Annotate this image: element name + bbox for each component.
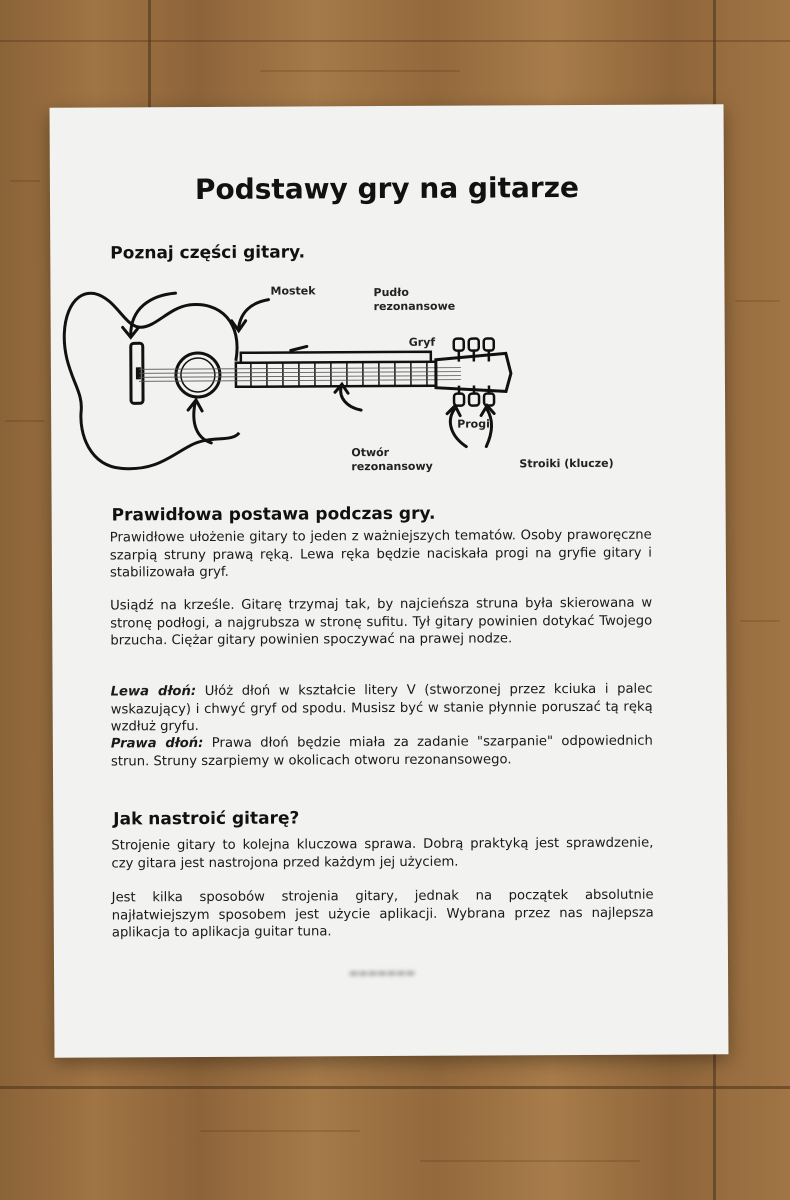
tuning-paragraph-1: Strojenie gitary to kolejna kluczowa sprawa. Dobrą praktyką jest sprawdzenie, czy gitara jest nastrojona przed każdym jej użyciem.	[111, 835, 654, 871]
right-hand-text: Prawa dłoń będzie miała za zadanie "szarpanie" odpowiednich strun. Struny szarpiemy w okolicach otworu rezonansowego.	[110, 733, 653, 769]
wood-plank-seam	[0, 40, 790, 42]
wood-grain	[200, 1130, 360, 1132]
page-title: Podstawy gry na gitarze	[194, 171, 580, 207]
label-pudlo-1: Pudło	[373, 285, 409, 300]
left-hand-paragraph	[111, 681, 653, 736]
section-heading-tuning: Jak nastroić gitarę?	[113, 808, 300, 830]
label-stroiki: Stroiki (klucze)	[519, 456, 614, 471]
label-otwor-2: rezonansowy	[351, 459, 433, 474]
wood-grain	[735, 300, 780, 302]
wood-grain	[420, 1160, 640, 1162]
left-hand-label: Lewa dłoń:	[110, 684, 197, 700]
wood-plank-seam	[0, 1086, 790, 1089]
wood-grain	[5, 420, 45, 422]
label-gryf: Gryf	[408, 335, 436, 349]
label-pudlo-2: rezonansowe	[373, 299, 456, 314]
posture-paragraph-1: Prawidłowe ułożenie gitary to jeden z ważniejszych tematów. Osoby praworęczne szarpią struny prawą ręką. Lewa ręka będzie naciskała progi na gryfie gitary i stabilizowała gryf.	[109, 527, 652, 581]
label-otwor-1: Otwór	[351, 445, 390, 460]
left-hand-text: Ułóż dłoń w kształcie litery V (stworzonej przez kciuka i palec wskazujący) i chwyć gryf od spodu. Musisz być w stanie płynnie poruszać tą ręką wzdłuż gryfu.	[110, 681, 653, 735]
section-heading-parts: Poznaj części gitary.	[110, 242, 306, 264]
paper-sheet	[50, 104, 729, 1058]
wood-grain	[10, 180, 40, 182]
blurred-footer-url: ▬▬▬▬▬▬▬	[348, 967, 416, 980]
label-progi: Progi	[457, 417, 490, 431]
guitar-diagram	[60, 281, 581, 484]
section-heading-posture: Prawidłowa postawa podczas gry.	[111, 503, 436, 526]
right-hand-paragraph	[111, 733, 653, 771]
posture-paragraph-2: Usiądź na krześle. Gitarę trzymaj tak, by najcieńsza struna była skierowana w stronę podłogi, a najgrubsza w stronę sufitu. Tył gitary powinien dotykać Twojego brzucha. Ciężar gitary powinien spoczywać na prawej nodze.	[110, 595, 653, 649]
tuning-paragraph-2: Jest kilka sposobów strojenia gitary, jednak na początek absolutnie najłatwiejszym sposobem jest użycie aplikacji. Wybrana przez nas najlepsza aplikacja to aplikacja guitar tuna.	[111, 887, 654, 941]
wood-plank-seam	[148, 0, 151, 108]
right-hand-label: Prawa dłoń:	[110, 735, 204, 752]
label-mostek: Mostek	[270, 284, 316, 298]
wood-grain	[740, 620, 780, 622]
wood-grain	[260, 70, 460, 72]
